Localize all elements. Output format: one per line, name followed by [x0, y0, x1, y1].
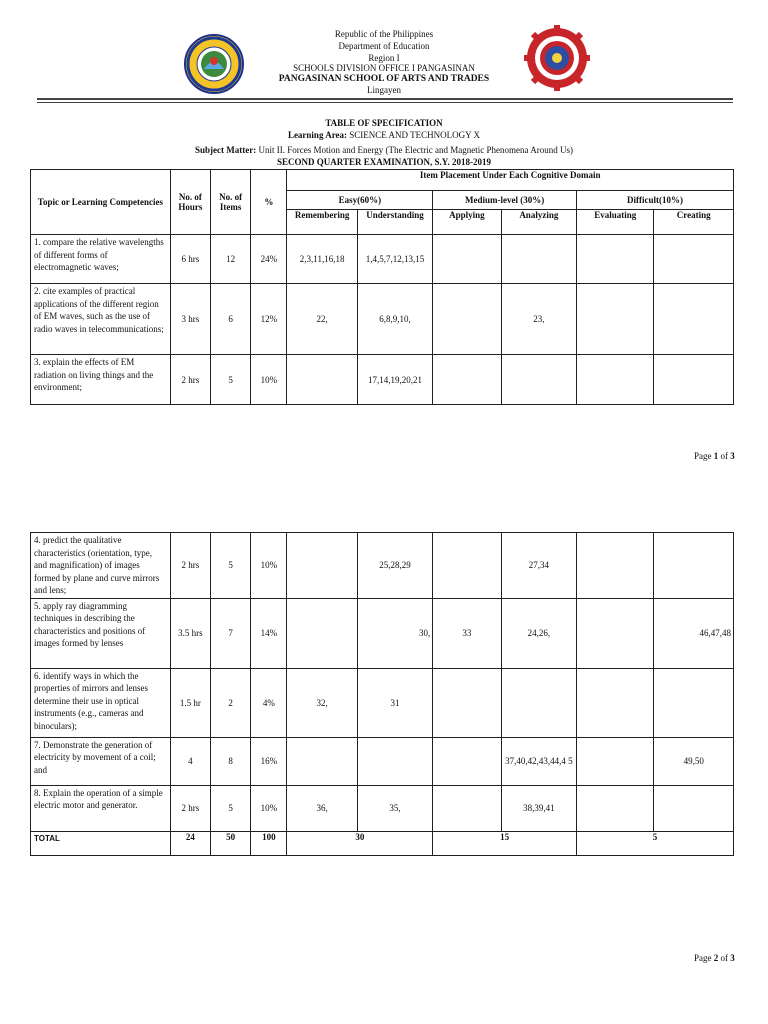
understanding-cell: 30, [357, 598, 432, 668]
items-cell: 12 [211, 235, 251, 284]
items-cell: 5 [211, 785, 251, 831]
remembering-cell: 36, [287, 785, 357, 831]
header-applying: Applying [433, 210, 501, 235]
creating-cell [654, 355, 734, 405]
understanding-cell: 1,4,5,7,12,13,15 [357, 235, 432, 284]
analyzing-cell [501, 235, 576, 284]
creating-cell [654, 668, 734, 737]
competency-cell: 4. predict the qualitative characteristics (orientation, type, and magnification) of images formed by plane and curve mirrors and lens; [31, 533, 171, 599]
page-current: 2 [713, 953, 719, 963]
hours-cell: 4 [170, 737, 210, 785]
total-percent: 100 [251, 831, 287, 855]
creating-cell [654, 235, 734, 284]
percent-cell: 10% [251, 533, 287, 599]
items-cell: 5 [211, 355, 251, 405]
understanding-cell: 17,14,19,20,21 [357, 355, 432, 405]
evaluating-cell [577, 737, 654, 785]
creating-cell: 46,47,48 [654, 598, 734, 668]
hours-cell: 2 hrs [170, 355, 210, 405]
applying-cell [433, 737, 501, 785]
creating-cell [654, 533, 734, 599]
remembering-cell: 2,3,11,16,18 [287, 235, 357, 284]
page-of: of [718, 451, 731, 461]
evaluating-cell [577, 284, 654, 355]
creating-cell [654, 785, 734, 831]
hours-cell: 3.5 hrs [170, 598, 210, 668]
total-items: 50 [211, 831, 251, 855]
remembering-cell [287, 355, 357, 405]
page-of: of [718, 953, 731, 963]
evaluating-cell [577, 785, 654, 831]
header-department: Department of Education [338, 41, 430, 51]
analyzing-cell: 38,39,41 [501, 785, 576, 831]
items-cell: 5 [211, 533, 251, 599]
header-topic: Topic or Learning Competencies [31, 170, 171, 235]
competency-cell: 2. cite examples of practical applications of the different region of EM waves, such as the use of radio waves in telecommunications; [31, 284, 171, 355]
header-easy: Easy(60%) [287, 191, 433, 210]
understanding-cell: 31 [357, 668, 432, 737]
evaluating-cell [577, 668, 654, 737]
total-label: TOTAL [31, 831, 171, 855]
evaluating-cell [577, 533, 654, 599]
analyzing-cell: 24,26, [501, 598, 576, 668]
learning-area-value: SCIENCE AND TECHNOLOGY X [349, 130, 481, 140]
items-cell: 7 [211, 598, 251, 668]
header-items: No. of Items [211, 170, 251, 235]
header-understanding: Understanding [357, 210, 432, 235]
header-percent: % [251, 170, 287, 235]
subject-matter-value: Unit II. Forces Motion and Energy (The Electric and Magnetic Phenomena Around Us) [258, 145, 573, 155]
understanding-cell: 25,28,29 [357, 533, 432, 599]
hours-cell: 1.5 hr [170, 668, 210, 737]
competency-cell: 5. apply ray diagramming techniques in describing the characteristics and positions of images formed by lenses [31, 598, 171, 668]
percent-cell: 14% [251, 598, 287, 668]
competency-cell: 7. Demonstrate the generation of electricity by movement of a coil; and [31, 737, 171, 785]
header-creating: Creating [654, 210, 734, 235]
total-medium: 15 [433, 831, 577, 855]
analyzing-cell: 23, [501, 284, 576, 355]
page-number-2 [694, 953, 735, 963]
percent-cell: 10% [251, 785, 287, 831]
total-hours: 24 [170, 831, 210, 855]
page-total: 3 [730, 953, 735, 963]
exam-title: SECOND QUARTER EXAMINATION, S.Y. 2018-2019 [277, 157, 491, 167]
header-analyzing: Analyzing [501, 210, 576, 235]
table-row [31, 284, 734, 355]
applying-cell [433, 668, 501, 737]
table-row [31, 598, 734, 668]
subject-matter [0, 145, 768, 156]
hours-cell: 2 hrs [170, 785, 210, 831]
applying-cell [433, 785, 501, 831]
header-medium: Medium-level (30%) [433, 191, 577, 210]
page-number-1 [694, 451, 735, 461]
header-hours: No. of Hours [170, 170, 210, 235]
applying-cell [433, 284, 501, 355]
analyzing-cell: 27,34 [501, 533, 576, 599]
table-row [31, 355, 734, 405]
percent-cell: 4% [251, 668, 287, 737]
understanding-cell: 6,8,9,10, [357, 284, 432, 355]
competency-cell: 8. Explain the operation of a simple electric motor and generator. [31, 785, 171, 831]
subject-matter-label: Subject Matter: [195, 145, 257, 155]
competency-cell: 1. compare the relative wavelengths of different forms of electromagnetic waves; [31, 235, 171, 284]
table-row [31, 785, 734, 831]
evaluating-cell [577, 355, 654, 405]
header-location: Lingayen [367, 85, 401, 95]
creating-cell [654, 284, 734, 355]
total-difficult: 5 [577, 831, 734, 855]
applying-cell [433, 235, 501, 284]
total-easy: 30 [287, 831, 433, 855]
header-remembering: Remembering [287, 210, 357, 235]
header-school: PANGASINAN SCHOOL OF ARTS AND TRADES [278, 74, 490, 84]
understanding-cell: 35, [357, 785, 432, 831]
percent-cell: 12% [251, 284, 287, 355]
header-rule [37, 98, 733, 100]
items-cell: 2 [211, 668, 251, 737]
tos-title: TABLE OF SPECIFICATION [325, 118, 443, 128]
page-total: 3 [730, 451, 735, 461]
tos-table-page1 [30, 169, 734, 405]
remembering-cell [287, 598, 357, 668]
percent-cell: 10% [251, 355, 287, 405]
hours-cell: 6 hrs [170, 235, 210, 284]
page-label: Page [694, 953, 714, 963]
header-rule-thin [37, 102, 733, 103]
page-label: Page [694, 451, 714, 461]
applying-cell [433, 355, 501, 405]
evaluating-cell [577, 598, 654, 668]
header-placement: Item Placement Under Each Cognitive Domain [287, 170, 734, 191]
table-row [31, 737, 734, 785]
header-region: Region I [368, 53, 400, 63]
header-republic: Republic of the Philippines [334, 29, 434, 39]
items-cell: 8 [211, 737, 251, 785]
header-evaluating: Evaluating [577, 210, 654, 235]
tos-table-page2 [30, 532, 734, 856]
analyzing-cell [501, 668, 576, 737]
learning-area-label: Learning Area: [287, 130, 348, 140]
applying-cell [433, 533, 501, 599]
analyzing-cell: 37,40,42,43,44,4 5 [501, 737, 576, 785]
learning-area [0, 130, 768, 141]
hours-cell: 2 hrs [170, 533, 210, 599]
table-row [31, 235, 734, 284]
remembering-cell: 22, [287, 284, 357, 355]
analyzing-cell [501, 355, 576, 405]
percent-cell: 16% [251, 737, 287, 785]
header-difficult: Difficult(10%) [577, 191, 734, 210]
table-row [31, 533, 734, 599]
competency-cell: 3. explain the effects of EM radiation on living things and the environment; [31, 355, 171, 405]
remembering-cell [287, 737, 357, 785]
competency-cell: 6. identify ways in which the properties of mirrors and lenses determine their use in optical instruments (e.g., cameras and binoculars); [31, 668, 171, 737]
applying-cell: 33 [433, 598, 501, 668]
evaluating-cell [577, 235, 654, 284]
remembering-cell: 32, [287, 668, 357, 737]
total-row [31, 831, 734, 855]
hours-cell: 3 hrs [170, 284, 210, 355]
table-row [31, 668, 734, 737]
page-current: 1 [713, 451, 719, 461]
percent-cell: 24% [251, 235, 287, 284]
understanding-cell [357, 737, 432, 785]
header-division: SCHOOLS DIVISION OFFICE I PANGASINAN [293, 63, 475, 73]
items-cell: 6 [211, 284, 251, 355]
remembering-cell [287, 533, 357, 599]
creating-cell: 49,50 [654, 737, 734, 785]
